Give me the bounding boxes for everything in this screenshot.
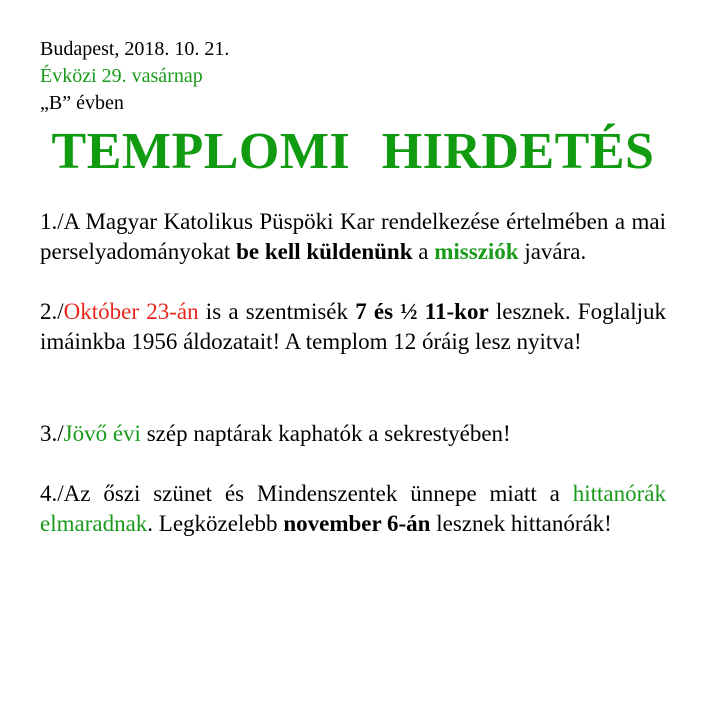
item-3-next-year-highlight: Jövő évi xyxy=(63,421,141,446)
item-2-text-a: 2./ xyxy=(40,299,64,324)
announcement-item-1 xyxy=(40,207,666,267)
item-4-next-date: november 6-án xyxy=(283,511,431,536)
page-title: TEMPLOMI HIRDETÉS xyxy=(51,123,655,180)
item-4-text-a: 4./Az őszi szünet és Mindenszentek ünnepe miatt a xyxy=(40,481,573,506)
announcement-page xyxy=(40,36,666,539)
item-1-bold-phrase: be kell küldenünk xyxy=(236,239,413,264)
item-4-cancelled-highlight: hittanórák elmaradnak xyxy=(40,481,666,536)
item-2-text-c: lesznek. Foglaljuk imáinkba 1956 áldozatait! A templom 12 óráig lesz nyitva! xyxy=(40,299,666,354)
date-line: Budapest, 2018. 10. 21. xyxy=(40,38,230,60)
item-3-text-a: 3./ xyxy=(40,421,64,446)
item-2-text-b: is a szentmisék xyxy=(198,299,356,324)
announcement-item-4 xyxy=(40,479,666,539)
liturgical-year-line: „B” évben xyxy=(40,92,124,114)
item-4-text-b: . Legközelebb xyxy=(147,511,284,536)
item-1-text-b: a xyxy=(412,239,435,264)
announcement-item-3 xyxy=(40,419,666,449)
item-2-mass-times: 7 és ½ 11-kor xyxy=(355,299,489,324)
item-2-date-highlight: Október 23-án xyxy=(63,299,199,324)
announcement-item-2 xyxy=(40,297,666,357)
item-1-missions-highlight: missziók xyxy=(434,239,519,264)
liturgical-sunday-line: Évközi 29. vasárnap xyxy=(40,65,203,87)
item-1-text-c: javára. xyxy=(518,239,587,264)
item-4-text-c: lesznek hittanórák! xyxy=(430,511,612,536)
item-1-text-a: 1./A Magyar Katolikus Püspöki Kar rendelkezése értelmében a mai perselyadományokat xyxy=(40,209,666,264)
item-3-text-b: szép naptárak kaphatók a sekrestyében! xyxy=(140,421,511,446)
